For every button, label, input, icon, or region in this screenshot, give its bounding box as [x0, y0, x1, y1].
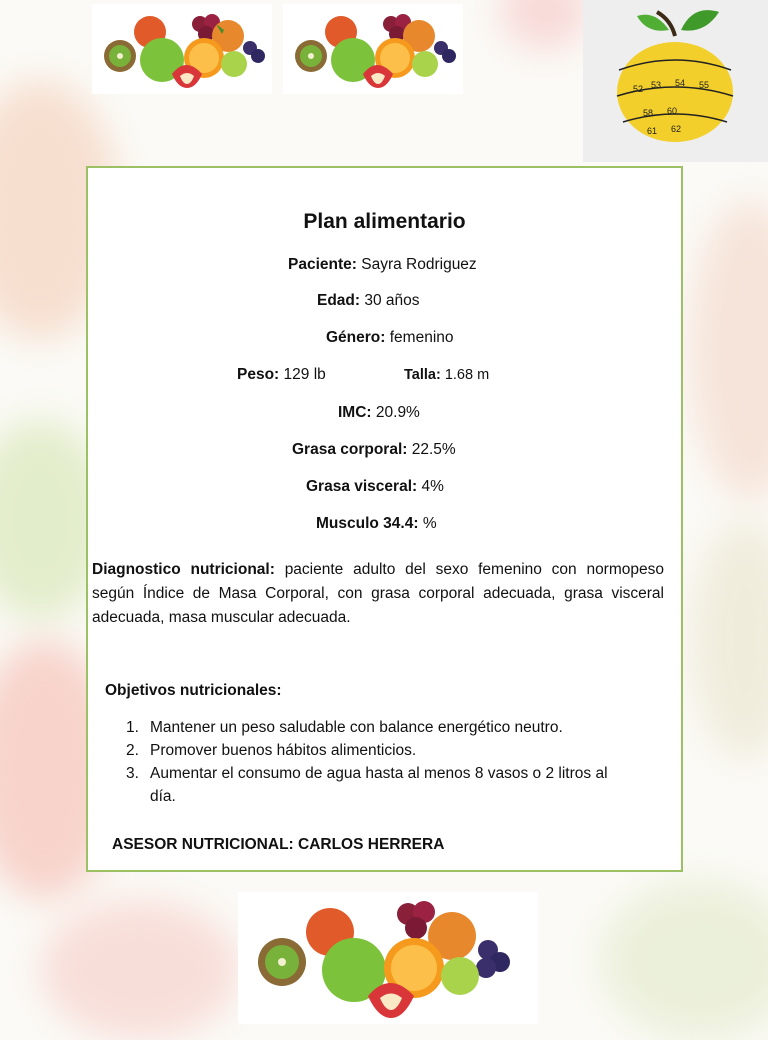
advisor-signature: ASESOR NUTRICIONAL: CARLOS HERRERA	[112, 836, 445, 853]
age-value: 30 años	[364, 292, 420, 309]
objectives-heading: Objetivos nutricionales:	[105, 682, 282, 699]
patient-label: Paciente:	[288, 256, 357, 273]
height-value: 1.68 m	[444, 367, 490, 383]
weight-value: 129 lb	[283, 366, 326, 383]
background-wash	[500, 0, 590, 50]
tape-number: 60	[667, 106, 678, 116]
list-item-number: 1.	[126, 719, 139, 736]
fruit-cluster-image	[92, 4, 272, 94]
gender-label: Género:	[326, 329, 386, 346]
fruit-cluster-image	[238, 892, 538, 1024]
tape-number: 52	[633, 84, 644, 94]
age-line	[317, 292, 420, 310]
list-item-text: Promover buenos hábitos alimenticios.	[150, 742, 417, 759]
tape-number: 53	[651, 80, 662, 90]
visceral-fat-line	[306, 478, 444, 496]
fruit-cluster-image	[283, 4, 463, 94]
list-item	[126, 739, 626, 762]
list-item-text: Mantener un peso saludable con balance energético neutro.	[150, 719, 563, 736]
tape-number: 55	[699, 80, 710, 90]
height-line	[404, 367, 489, 383]
body-fat-value: 22.5%	[411, 441, 456, 458]
tape-number: 54	[675, 78, 686, 88]
body-fat-label: Grasa corporal:	[292, 441, 408, 458]
diagnosis-label: Diagnostico nutricional:	[92, 561, 275, 578]
tape-number: 58	[643, 108, 654, 118]
diagnosis-text: paciente adulto del sexo femenino con normopeso según Índice de Masa Corporal, con grasa corporal adecuada, grasa visceral adecuada, masa muscular adecuada.	[92, 561, 664, 626]
objectives-list	[126, 716, 626, 808]
background-wash	[690, 200, 768, 500]
diagnosis-paragraph	[92, 558, 664, 630]
muscle-label: Musculo 34.4:	[316, 515, 419, 532]
age-label: Edad:	[317, 292, 361, 309]
bmi-value: 20.9%	[375, 404, 420, 421]
bmi-label: IMC:	[338, 404, 372, 421]
height-label: Talla:	[404, 367, 441, 383]
bmi-line	[338, 404, 420, 422]
background-wash	[600, 880, 768, 1040]
weight-label: Peso:	[237, 366, 280, 383]
background-wash	[690, 520, 768, 760]
visceral-fat-value: 4%	[421, 478, 444, 495]
apple-measuring-tape-image	[583, 0, 768, 162]
background-wash	[40, 900, 240, 1040]
list-item-text: Aumentar el consumo de agua hasta al menos 8 vasos o 2 litros al día.	[150, 765, 608, 805]
muscle-line	[316, 515, 437, 533]
gender-line	[326, 329, 454, 347]
list-item-number: 3.	[126, 765, 139, 782]
tape-number: 62	[671, 124, 682, 134]
patient-value: Sayra Rodriguez	[361, 256, 477, 273]
list-item	[126, 716, 626, 739]
plan-title: Plan alimentario	[303, 210, 466, 233]
gender-value: femenino	[389, 329, 454, 346]
patient-line	[288, 256, 477, 274]
visceral-fat-label: Grasa visceral:	[306, 478, 418, 495]
list-item	[126, 762, 620, 808]
tape-number: 61	[647, 126, 658, 136]
nutrition-plan-card	[86, 166, 683, 872]
muscle-value: %	[422, 515, 437, 532]
body-fat-line	[292, 441, 456, 459]
weight-line	[237, 366, 326, 384]
list-item-number: 2.	[126, 742, 139, 759]
